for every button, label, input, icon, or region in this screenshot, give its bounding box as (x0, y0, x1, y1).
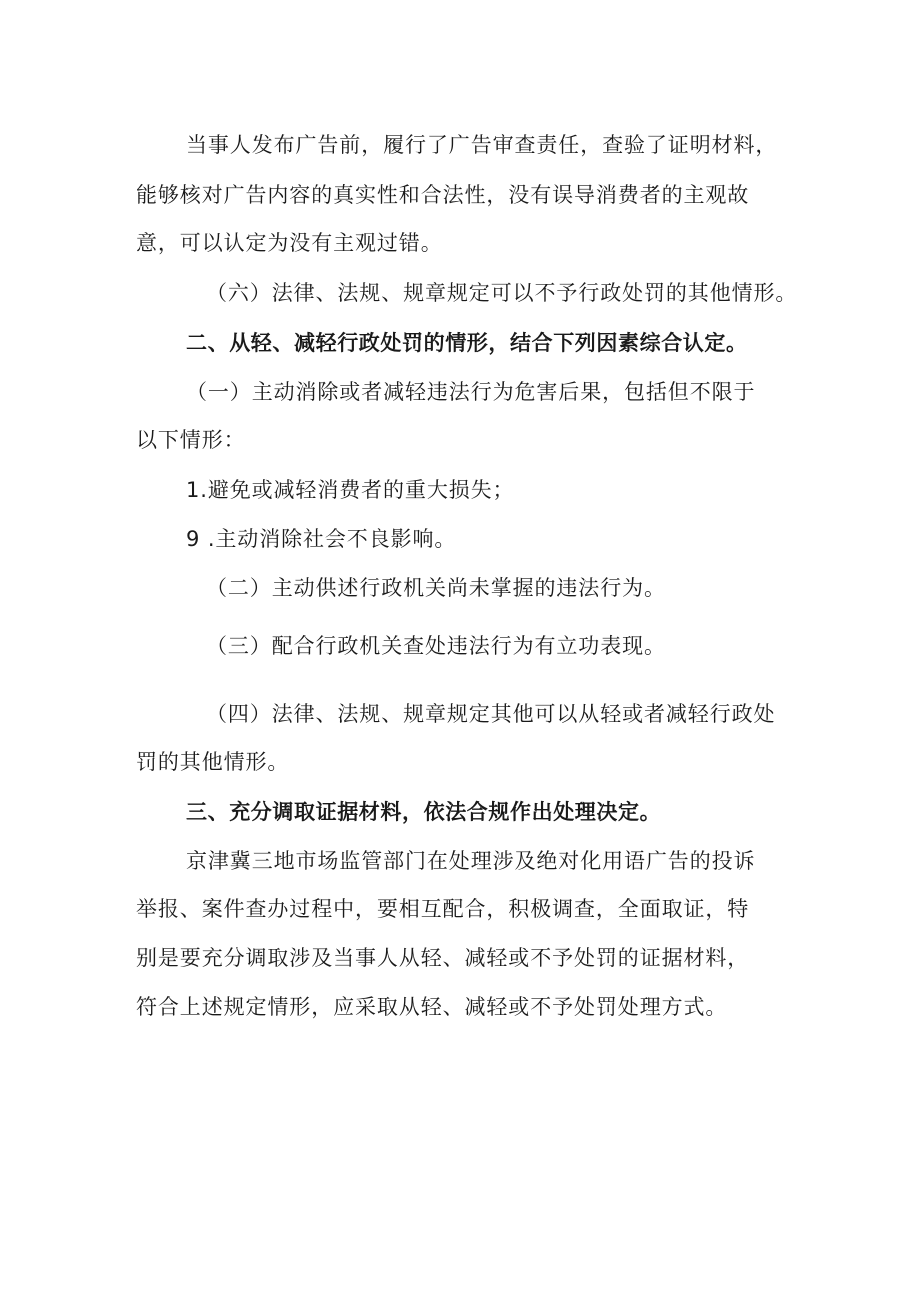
body-text-line: 能够核对广告内容的真实性和合法性，没有误导消费者的主观故 (136, 183, 750, 207)
body-text-line: 京津冀三地市场监管部门在处理涉及绝对化用语广告的投诉 (186, 849, 756, 873)
numbered-item-1: 1.避免或减轻消费者的重大损失； (186, 478, 515, 502)
list-item-3: （三）配合行政机关查处违法行为有立功表现。 (206, 634, 666, 658)
body-text-line: 意，可以认定为没有主观过错。 (136, 231, 443, 255)
section-heading-3: 三、充分调取证据材料，依法合规作出处理决定。 (186, 800, 662, 824)
body-text-line: 以下情形： (136, 428, 246, 452)
list-item-2: （二）主动供述行政机关尚未掌握的违法行为。 (206, 576, 666, 600)
numbered-item-9: 9 .主动消除社会不良影响。 (186, 527, 457, 551)
body-text-line: 罚的其他情形。 (136, 750, 290, 774)
list-item-1: （一）主动消除或者减轻违法行为危害后果，包括但不限于 (186, 380, 756, 404)
body-text-line: 当事人发布广告前，履行了广告审查责任，查验了证明材料， (186, 133, 778, 157)
list-item-4: （四）法律、法规、规章规定其他可以从轻或者减轻行政处 (206, 702, 776, 726)
body-text-line: 举报、案件查办过程中，要相互配合，积极调查，全面取证，特 (136, 897, 750, 921)
list-item-6: （六）法律、法规、规章规定可以不予行政处罚的其他情形。 (206, 281, 798, 305)
section-heading-2: 二、从轻、减轻行政处罚的情形，结合下列因素综合认定。 (186, 331, 748, 355)
body-text-line: 别是要充分调取涉及当事人从轻、减轻或不予处罚的证据材料， (136, 946, 750, 970)
body-text-line: 符合上述规定情形，应采取从轻、减轻或不予处罚处理方式。 (136, 995, 728, 1019)
